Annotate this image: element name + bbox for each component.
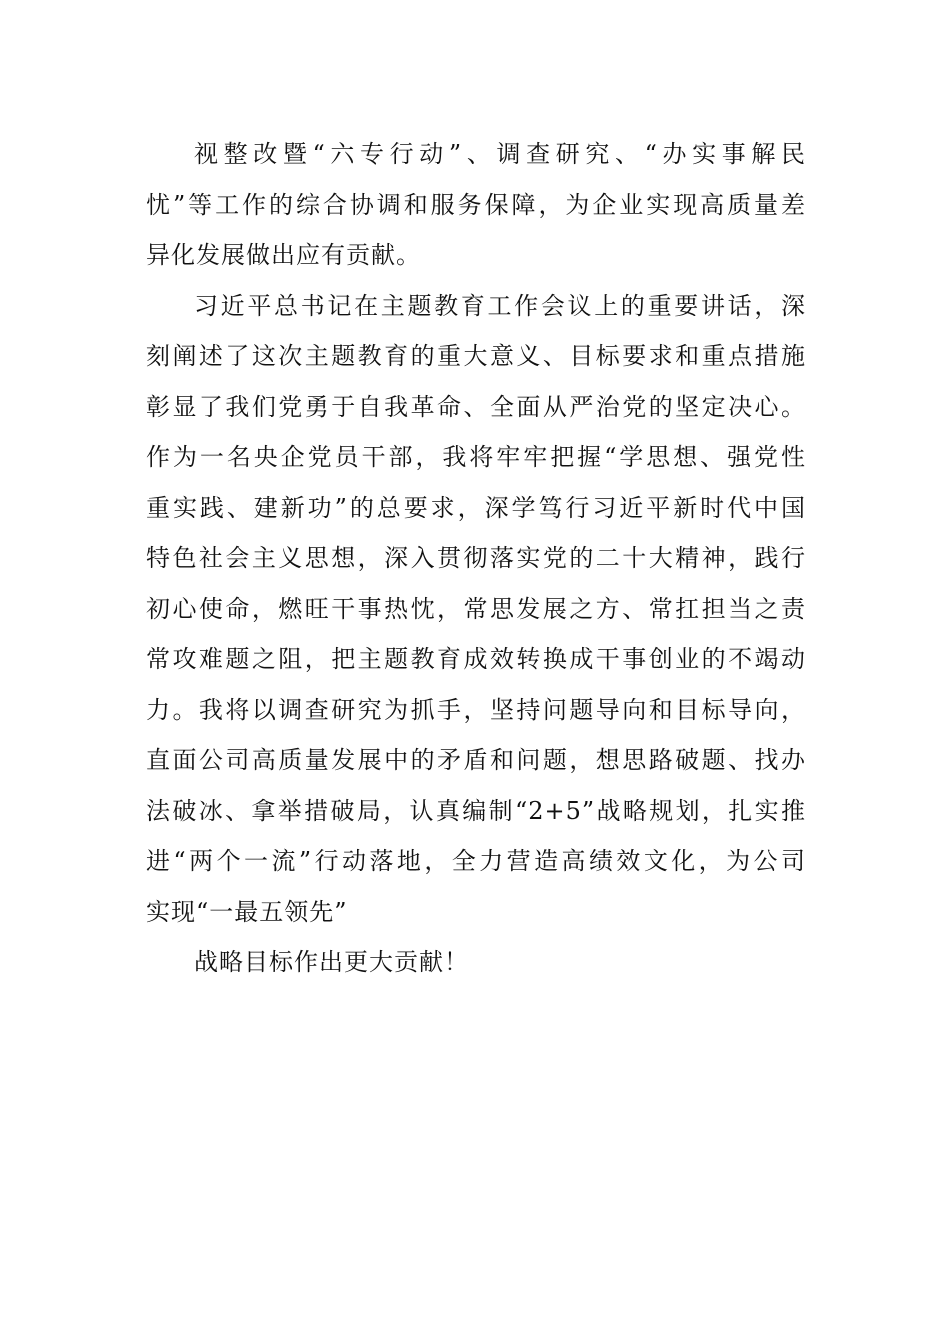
paragraph-2-line-8: 常攻难题之阻，把主题教育成效转换成干事创业的不竭动 (146, 645, 806, 673)
paragraph-2-line-7: 初心使命，燃旺干事热忱，常思发展之方、常扛担当之责 (146, 594, 806, 623)
paragraph-2-line-2: 刻阐述了这次主题教育的重大意义、目标要求和重点措施 (146, 342, 806, 370)
paragraph-2-line-9: 力。我将以调查研究为抓手，坚持问题导向和目标导向， (146, 695, 806, 724)
paragraph-1-line-2: 忧”等工作的综合协调和服务保障，为企业实现高质量差 (146, 190, 806, 219)
paragraph-2-line-6: 特色社会主义思想，深入贯彻落实党的二十大精神，践行 (146, 544, 806, 572)
document-body (146, 129, 806, 988)
paragraph-3-line-1: 战略目标作出更大贡献！ (194, 948, 469, 976)
paragraph-2-line-13: 实现“一最五领先” (146, 897, 348, 926)
paragraph-2-line-1: 习近平总书记在主题教育工作会议上的重要讲话，深 (194, 291, 806, 320)
paragraph-2-line-11: 法破冰、拿举措破局，认真编制“2+5”战略规划，扎实推 (146, 796, 806, 825)
paragraph-2-line-12: 进“两个一流”行动落地，全力营造高绩效文化，为公司 (146, 847, 806, 875)
paragraph-1-line-3: 异化发展做出应有贡献。 (146, 241, 421, 269)
paragraph-1-line-1: 视整改暨“六专行动”、调查研究、“办实事解民 (194, 140, 806, 168)
paragraph-2-line-3: 彰显了我们党勇于自我革命、全面从严治党的坚定决心。 (146, 392, 806, 421)
paragraph-2-line-5: 重实践、建新功”的总要求，深学笃行习近平新时代中国 (146, 493, 806, 522)
paragraph-2-line-4: 作为一名央企党员干部，我将牢牢把握“学思想、强党性 (146, 443, 806, 471)
paragraph-2-line-10: 直面公司高质量发展中的矛盾和问题，想思路破题、找办 (146, 746, 806, 774)
